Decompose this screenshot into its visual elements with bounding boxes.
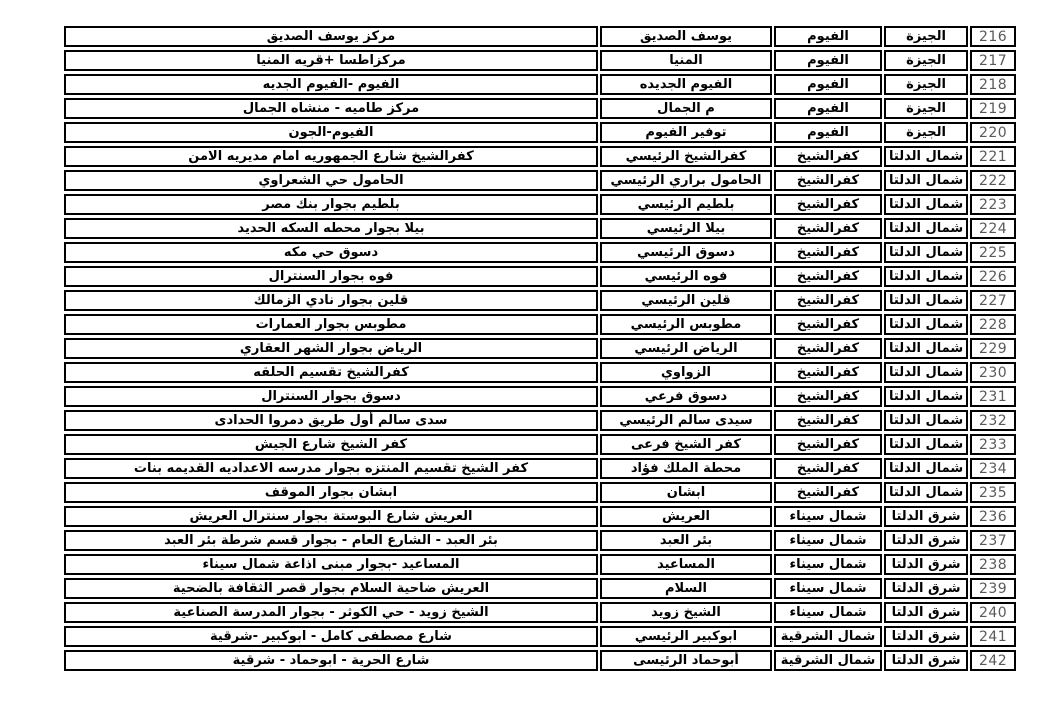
governorate-cell: كفرالشيخ [774,386,882,407]
branch-cell: الزواوي [600,362,772,383]
governorate-cell: كفرالشيخ [774,170,882,191]
row-number-cell: 236 [970,506,1016,527]
branches-table [62,23,1018,674]
table-row [64,626,1016,647]
address-cell: شارع مصطفى كامل - ابوكبير -شرقية [64,626,598,647]
governorate-cell: شمال سيناء [774,602,882,623]
region-cell: شرق الدلتا [884,506,968,527]
governorate-cell: الفيوم [774,122,882,143]
row-number-cell: 238 [970,554,1016,575]
branch-cell: كفرالشيخ الرئيسي [600,146,772,167]
row-number-cell: 216 [970,26,1016,47]
governorate-cell: كفرالشيخ [774,266,882,287]
table-row [64,266,1016,287]
branch-cell: سيدى سالم الرئيسي [600,410,772,431]
row-number-cell: 222 [970,170,1016,191]
row-number-cell: 233 [970,434,1016,455]
branches-table-body [64,26,1016,671]
governorate-cell: شمال سيناء [774,554,882,575]
address-cell: مركز طاميه - منشاه الجمال [64,98,598,119]
governorate-cell: شمال الشرقية [774,650,882,671]
table-row [64,458,1016,479]
branch-cell: كفر الشيخ فرعى [600,434,772,455]
branch-cell: دسوق الرئيسي [600,242,772,263]
table-row [64,170,1016,191]
address-cell: كفرالشيخ شارع الجمهوريه امام مديريه الامن [64,146,598,167]
governorate-cell: الفيوم [774,98,882,119]
row-number-cell: 239 [970,578,1016,599]
table-row [64,482,1016,503]
address-cell: بئر العبد - الشارع العام - بجوار قسم شرطة بئر العبد [64,530,598,551]
governorate-cell: الفيوم [774,50,882,71]
row-number-cell: 223 [970,194,1016,215]
branch-cell: الشيخ زويد [600,602,772,623]
address-cell: مطوبس بجوار العمارات [64,314,598,335]
region-cell: الجيزة [884,26,968,47]
governorate-cell: شمال سيناء [774,506,882,527]
row-number-cell: 219 [970,98,1016,119]
table-row [64,50,1016,71]
address-cell: دسوق حي مكه [64,242,598,263]
branch-cell: الرياض الرئيسي [600,338,772,359]
address-cell: العريش ضاحية السلام بجوار قصر الثقافة بالضحية [64,578,598,599]
region-cell: شمال الدلتا [884,242,968,263]
region-cell: شمال الدلتا [884,362,968,383]
region-cell: الجيزة [884,98,968,119]
table-row [64,338,1016,359]
address-cell: بيلا بجوار محطه السكه الحديد [64,218,598,239]
branch-cell: م الجمال [600,98,772,119]
governorate-cell: الفيوم [774,74,882,95]
address-cell: الفيوم -الفيوم الجديه [64,74,598,95]
row-number-cell: 220 [970,122,1016,143]
table-row [64,242,1016,263]
governorate-cell: كفرالشيخ [774,194,882,215]
table-row [64,602,1016,623]
row-number-cell: 235 [970,482,1016,503]
row-number-cell: 232 [970,410,1016,431]
governorate-cell: شمال سيناء [774,530,882,551]
governorate-cell: الفيوم [774,26,882,47]
region-cell: شرق الدلتا [884,626,968,647]
address-cell: بلطيم بجوار بنك مصر [64,194,598,215]
governorate-cell: شمال الشرقية [774,626,882,647]
branch-cell: أبوحماد الرئيسى [600,650,772,671]
row-number-cell: 231 [970,386,1016,407]
governorate-cell: كفرالشيخ [774,434,882,455]
row-number-cell: 217 [970,50,1016,71]
row-number-cell: 226 [970,266,1016,287]
branch-cell: بئر العبد [600,530,772,551]
address-cell: فوه بجوار السنترال [64,266,598,287]
region-cell: شمال الدلتا [884,338,968,359]
address-cell: الحامول حي الشعراوي [64,170,598,191]
region-cell: شمال الدلتا [884,170,968,191]
table-row [64,386,1016,407]
table-row [64,578,1016,599]
branch-cell: فوه الرئيسي [600,266,772,287]
table-row [64,506,1016,527]
address-cell: مركز يوسف الصديق [64,26,598,47]
table-row [64,74,1016,95]
branch-cell: ابشان [600,482,772,503]
address-cell: الشيخ زويد - حي الكوثر - بجوار المدرسة الصناعية [64,602,598,623]
table-row [64,98,1016,119]
address-cell: كفرالشيخ تقسيم الحلقه [64,362,598,383]
governorate-cell: كفرالشيخ [774,242,882,263]
address-cell: ابشان بجوار الموقف [64,482,598,503]
region-cell: شمال الدلتا [884,482,968,503]
table-row [64,434,1016,455]
region-cell: الجيزة [884,74,968,95]
branch-cell: ابوكبير الرئيسي [600,626,772,647]
row-number-cell: 234 [970,458,1016,479]
governorate-cell: كفرالشيخ [774,314,882,335]
branch-cell: دسوق فرعي [600,386,772,407]
governorate-cell: كفرالشيخ [774,458,882,479]
address-cell: العريش شارع البوستة بجوار سنترال العريش [64,506,598,527]
row-number-cell: 218 [970,74,1016,95]
branch-cell: الحامول براري الرئيسي [600,170,772,191]
governorate-cell: شمال سيناء [774,578,882,599]
region-cell: شمال الدلتا [884,218,968,239]
address-cell: قلين بجوار نادي الزمالك [64,290,598,311]
governorate-cell: كفرالشيخ [774,410,882,431]
table-row [64,122,1016,143]
address-cell: الرياض بجوار الشهر العقاري [64,338,598,359]
governorate-cell: كفرالشيخ [774,482,882,503]
branch-cell: يوسف الصديق [600,26,772,47]
branch-cell: توفير الفيوم [600,122,772,143]
row-number-cell: 240 [970,602,1016,623]
table-row [64,650,1016,671]
table-row [64,554,1016,575]
table-row [64,410,1016,431]
region-cell: الجيزة [884,122,968,143]
table-row [64,218,1016,239]
table-row [64,146,1016,167]
branch-cell: بيلا الرئيسي [600,218,772,239]
row-number-cell: 221 [970,146,1016,167]
table-row [64,362,1016,383]
branch-cell: قلين الرئيسي [600,290,772,311]
branch-cell: الفيوم الجديده [600,74,772,95]
region-cell: شرق الدلتا [884,530,968,551]
region-cell: شمال الدلتا [884,458,968,479]
address-cell: الفيوم-الجون [64,122,598,143]
table-row [64,194,1016,215]
governorate-cell: كفرالشيخ [774,290,882,311]
region-cell: شمال الدلتا [884,314,968,335]
row-number-cell: 230 [970,362,1016,383]
branch-cell: محطة الملك فؤاد [600,458,772,479]
row-number-cell: 229 [970,338,1016,359]
region-cell: شمال الدلتا [884,410,968,431]
table-row [64,314,1016,335]
table-row [64,530,1016,551]
branch-cell: مطوبس الرئيسي [600,314,772,335]
address-cell: كفر الشيخ تقسيم المنتزه بجوار مدرسه الاعداديه القديمه بنات [64,458,598,479]
row-number-cell: 227 [970,290,1016,311]
table-row [64,290,1016,311]
region-cell: شرق الدلتا [884,602,968,623]
branch-cell: المساعيد [600,554,772,575]
region-cell: شمال الدلتا [884,266,968,287]
branch-cell: السلام [600,578,772,599]
governorate-cell: كفرالشيخ [774,338,882,359]
table-row [64,26,1016,47]
branch-cell: بلطيم الرئيسي [600,194,772,215]
address-cell: مركزاطسا +قريه المنيا [64,50,598,71]
region-cell: شمال الدلتا [884,386,968,407]
row-number-cell: 228 [970,314,1016,335]
region-cell: شمال الدلتا [884,434,968,455]
governorate-cell: كفرالشيخ [774,218,882,239]
address-cell: شارع الحرية - ابوحماد - شرقية [64,650,598,671]
row-number-cell: 241 [970,626,1016,647]
address-cell: دسوق بجوار السنترال [64,386,598,407]
region-cell: شمال الدلتا [884,194,968,215]
region-cell: شرق الدلتا [884,650,968,671]
address-cell: كفر الشيخ شارع الجيش [64,434,598,455]
governorate-cell: كفرالشيخ [774,362,882,383]
branch-cell: العريش [600,506,772,527]
row-number-cell: 237 [970,530,1016,551]
row-number-cell: 224 [970,218,1016,239]
address-cell: سدى سالم أول طريق دمروا الحدادى [64,410,598,431]
region-cell: شمال الدلتا [884,146,968,167]
row-number-cell: 242 [970,650,1016,671]
region-cell: شرق الدلتا [884,554,968,575]
branch-cell: المنيا [600,50,772,71]
row-number-cell: 225 [970,242,1016,263]
region-cell: شمال الدلتا [884,290,968,311]
governorate-cell: كفرالشيخ [774,146,882,167]
region-cell: الجيزة [884,50,968,71]
region-cell: شرق الدلتا [884,578,968,599]
address-cell: المساعيد -بجوار مبنى اذاعة شمال سيناء [64,554,598,575]
